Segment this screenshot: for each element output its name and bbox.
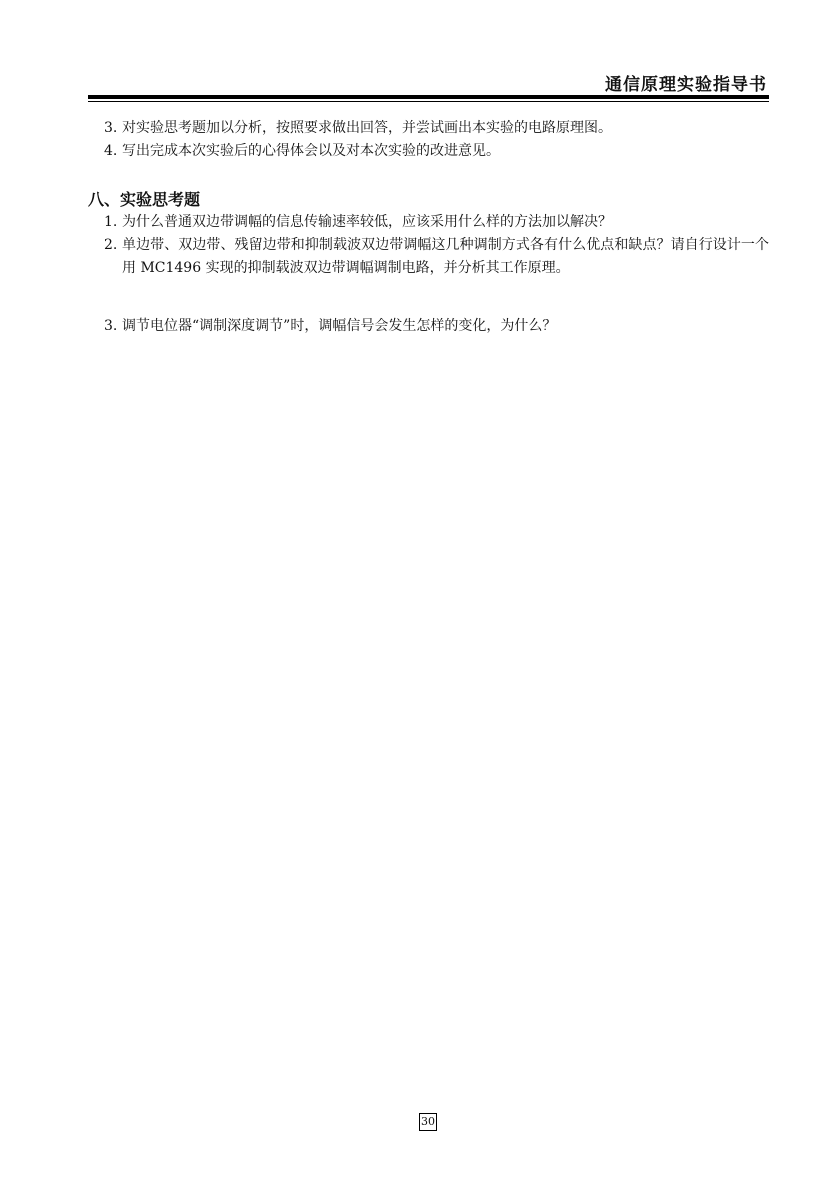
list-item-number: 4. <box>104 143 118 159</box>
list-item <box>88 315 769 338</box>
list-item <box>88 117 769 140</box>
section-heading: 八、实验思考题 <box>88 190 201 209</box>
list-item <box>88 234 769 280</box>
list-item-number: 3. <box>104 318 118 334</box>
list-item-number: 2. <box>104 237 118 253</box>
page-number: 30 <box>419 1113 437 1131</box>
list-item <box>88 211 769 234</box>
header-title: 通信原理实验指导书 <box>605 75 767 95</box>
list-item-text: 调节电位器“调制深度调节”时，调幅信号会发生怎样的变化，为什么？ <box>122 318 557 334</box>
header-rule <box>88 95 769 99</box>
list-item <box>88 140 769 163</box>
header-rule-thin <box>88 101 769 102</box>
list-item-number: 3. <box>104 120 118 136</box>
list-item-text: 单边带、双边带、残留边带和抑制载波双边带调幅这几种调制方式各有什么优点和缺点？请自行设计一个用 MC1496 实现的抑制载波双边带调幅调制电路，并分析其工作原理。 <box>122 237 769 276</box>
list-item-number: 1. <box>104 214 118 230</box>
list-item-text: 为什么普通双边带调幅的信息传输速率较低，应该采用什么样的方法加以解决？ <box>122 214 612 230</box>
list-item-text: 对实验思考题加以分析，按照要求做出回答，并尝试画出本实验的电路原理图。 <box>122 120 612 136</box>
list-item-text: 写出完成本次实验后的心得体会以及对本次实验的改进意见。 <box>122 143 500 159</box>
